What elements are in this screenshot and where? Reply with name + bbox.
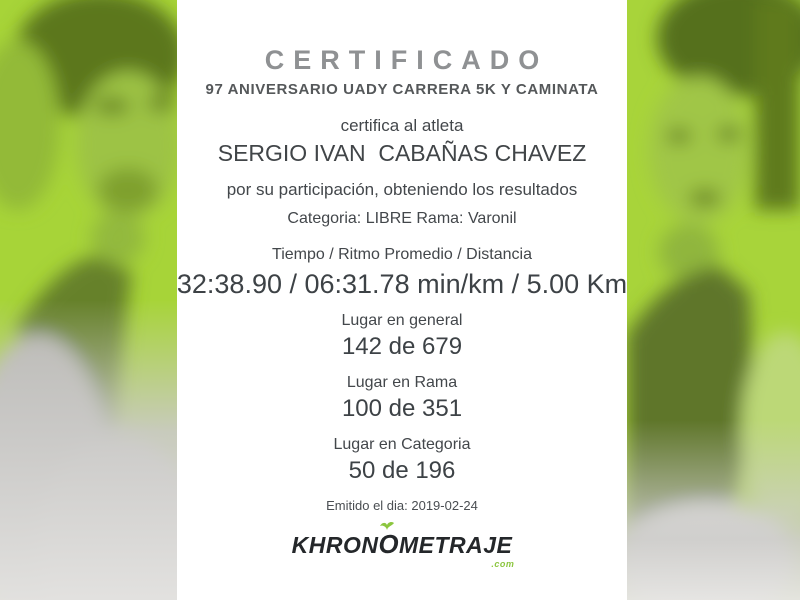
event-name: 97 ANIVERSARIO UADY CARRERA 5K Y CAMINATA [205, 80, 599, 98]
athlete-name: SERGIO IVAN CABAÑAS CHAVEZ [217, 140, 587, 167]
issued-date-line: Emitido el dia: 2019-02-24 [326, 497, 478, 513]
place-general-value: 142 de 679 [341, 333, 463, 361]
category-line: Categoria: LIBRE Rama: Varonil [287, 210, 517, 228]
place-general-label: Lugar en general [341, 312, 463, 330]
place-categoria-value: 50 de 196 [348, 457, 456, 485]
certificate-title: CERTIFICADO [264, 45, 549, 75]
right-photo-runner-female [627, 0, 800, 600]
left-photo-runner-male [0, 0, 177, 600]
certificate-content [177, 0, 627, 600]
logo-stopwatch-o [378, 530, 399, 561]
metrics-value: 32:38.90 / 06:31.78 min/km / 5.00 Km [176, 268, 628, 299]
logo-o-glyph: O [378, 530, 399, 559]
place-rama-value: 100 de 351 [341, 395, 463, 423]
participation-text: por su participación, obteniendo los resultados [226, 179, 578, 199]
khronometraje-logo [291, 530, 515, 569]
logo-tld: .com [491, 558, 515, 569]
place-rama-label: Lugar en Rama [346, 374, 458, 392]
logo-text-left: KHRON [291, 531, 379, 558]
metrics-label: Tiempo / Ritmo Promedio / Distancia [272, 246, 532, 264]
stopwatch-crown-icon [380, 521, 394, 531]
place-categoria-label: Lugar en Categoria [333, 435, 471, 453]
certify-label: certifica al atleta [340, 115, 464, 135]
logo-text-right: METRAJE [398, 531, 513, 558]
